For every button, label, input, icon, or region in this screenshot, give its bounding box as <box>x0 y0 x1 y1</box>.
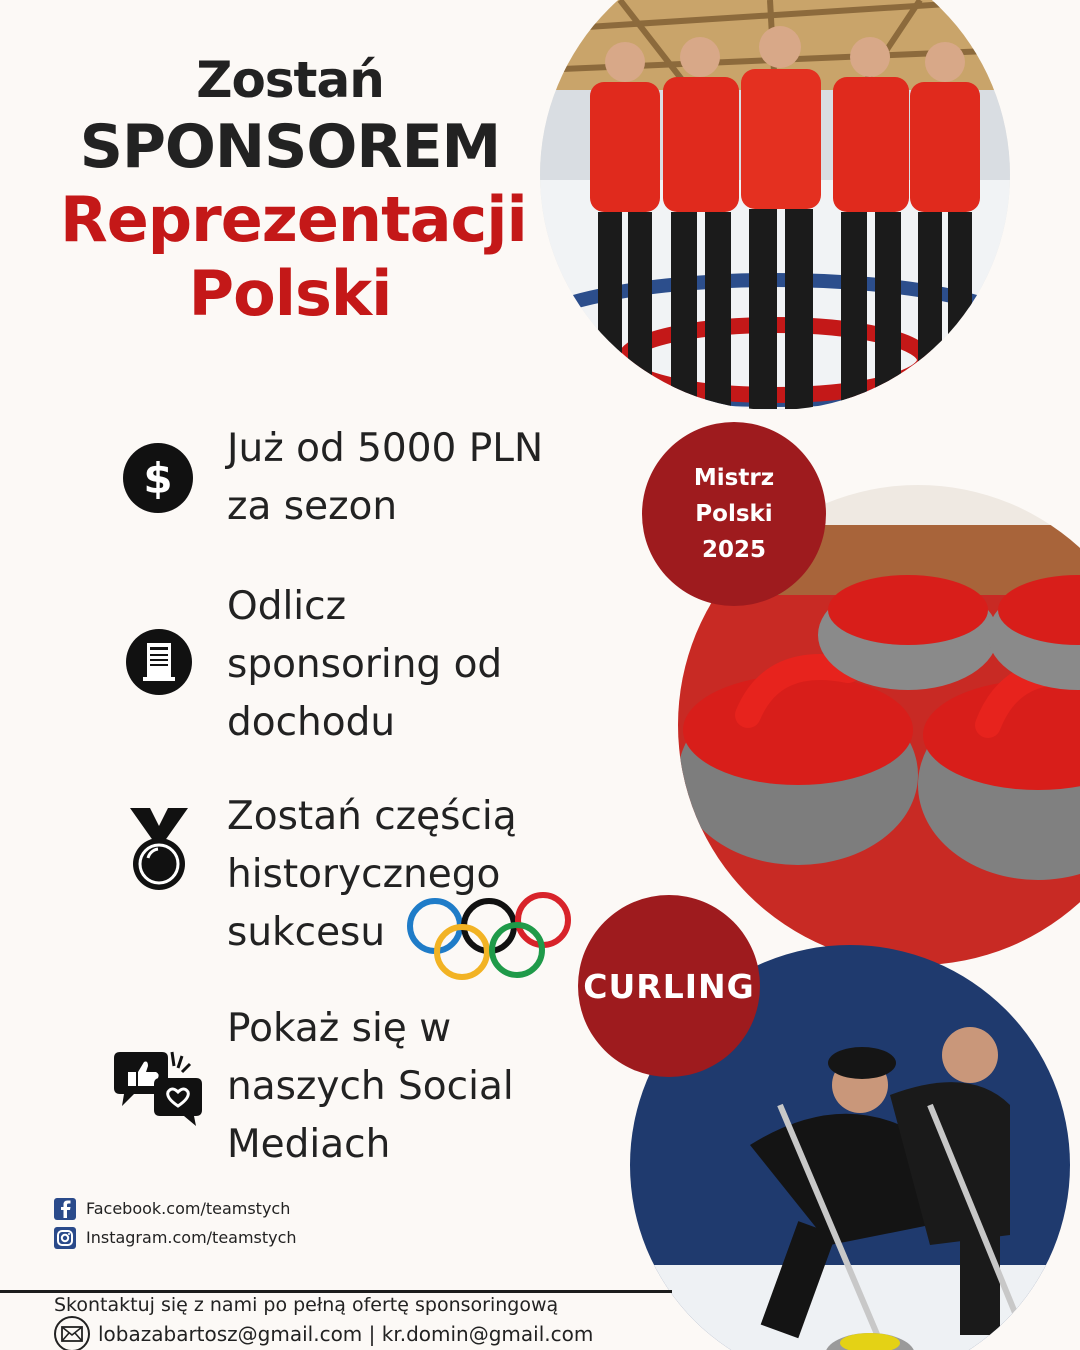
curling-badge <box>578 895 760 1077</box>
champion-badge-line-3: 2025 <box>701 537 766 563</box>
feature-social-line-3: Mediach <box>227 1122 391 1167</box>
contact-emails[interactable] <box>54 1316 593 1350</box>
feature-social-line-1: Pokaż się w <box>227 1006 452 1051</box>
mail-icon <box>54 1316 90 1350</box>
headline-line-polski: Polski <box>188 257 392 330</box>
invoice-icon <box>125 628 193 700</box>
team-photo <box>540 0 1010 410</box>
feature-price-line-1: Już od 5000 PLN <box>227 426 544 471</box>
feature-price-text <box>227 420 543 536</box>
headline-line-zostan: Zostań <box>196 51 384 109</box>
headline-line-sponsorem: SPONSOREM <box>79 112 501 182</box>
feature-tax-text <box>227 578 502 752</box>
social-chat-icon <box>110 1048 206 1132</box>
feature-social-text <box>227 1000 514 1174</box>
contact-emails-text: lobazabartosz@gmail.com | kr.domin@gmail.com <box>98 1322 594 1346</box>
dollar-icon <box>122 442 194 518</box>
instagram-icon <box>54 1227 76 1249</box>
headline-line-reprezentacji: Reprezentacji <box>60 183 527 256</box>
footer-divider <box>0 1290 672 1293</box>
social-links <box>54 1194 297 1252</box>
headline <box>60 51 527 330</box>
feature-price-line-2: za sezon <box>227 484 398 529</box>
instagram-link[interactable] <box>54 1223 297 1252</box>
instagram-link-text: Instagram.com/teamstych <box>86 1228 297 1247</box>
facebook-icon <box>54 1198 76 1220</box>
champion-badge-line-1: Mistrz <box>693 465 775 491</box>
facebook-link[interactable] <box>54 1194 297 1223</box>
champion-badge-line-2: Polski <box>695 501 773 527</box>
svg-text:$: $ <box>143 454 173 503</box>
feature-history-line-2: historycznego <box>227 852 501 897</box>
curling-badge-label: CURLING <box>583 966 755 1006</box>
feature-tax-line-3: dochodu <box>227 700 396 745</box>
feature-tax-line-1: Odlicz <box>227 584 347 629</box>
champion-badge <box>642 422 826 606</box>
feature-history-line-3: sukcesu <box>227 910 386 955</box>
contact-cta: Skontaktuj się z nami po pełną ofertę sponsoringową <box>54 1294 559 1316</box>
facebook-link-text: Facebook.com/teamstych <box>86 1199 291 1218</box>
feature-history-line-1: Zostań częścią <box>227 794 517 839</box>
feature-social-line-2: naszych Social <box>227 1064 514 1109</box>
feature-tax-line-2: sponsoring od <box>227 642 503 687</box>
olympic-rings-icon <box>405 892 573 984</box>
medal-icon <box>128 806 190 896</box>
